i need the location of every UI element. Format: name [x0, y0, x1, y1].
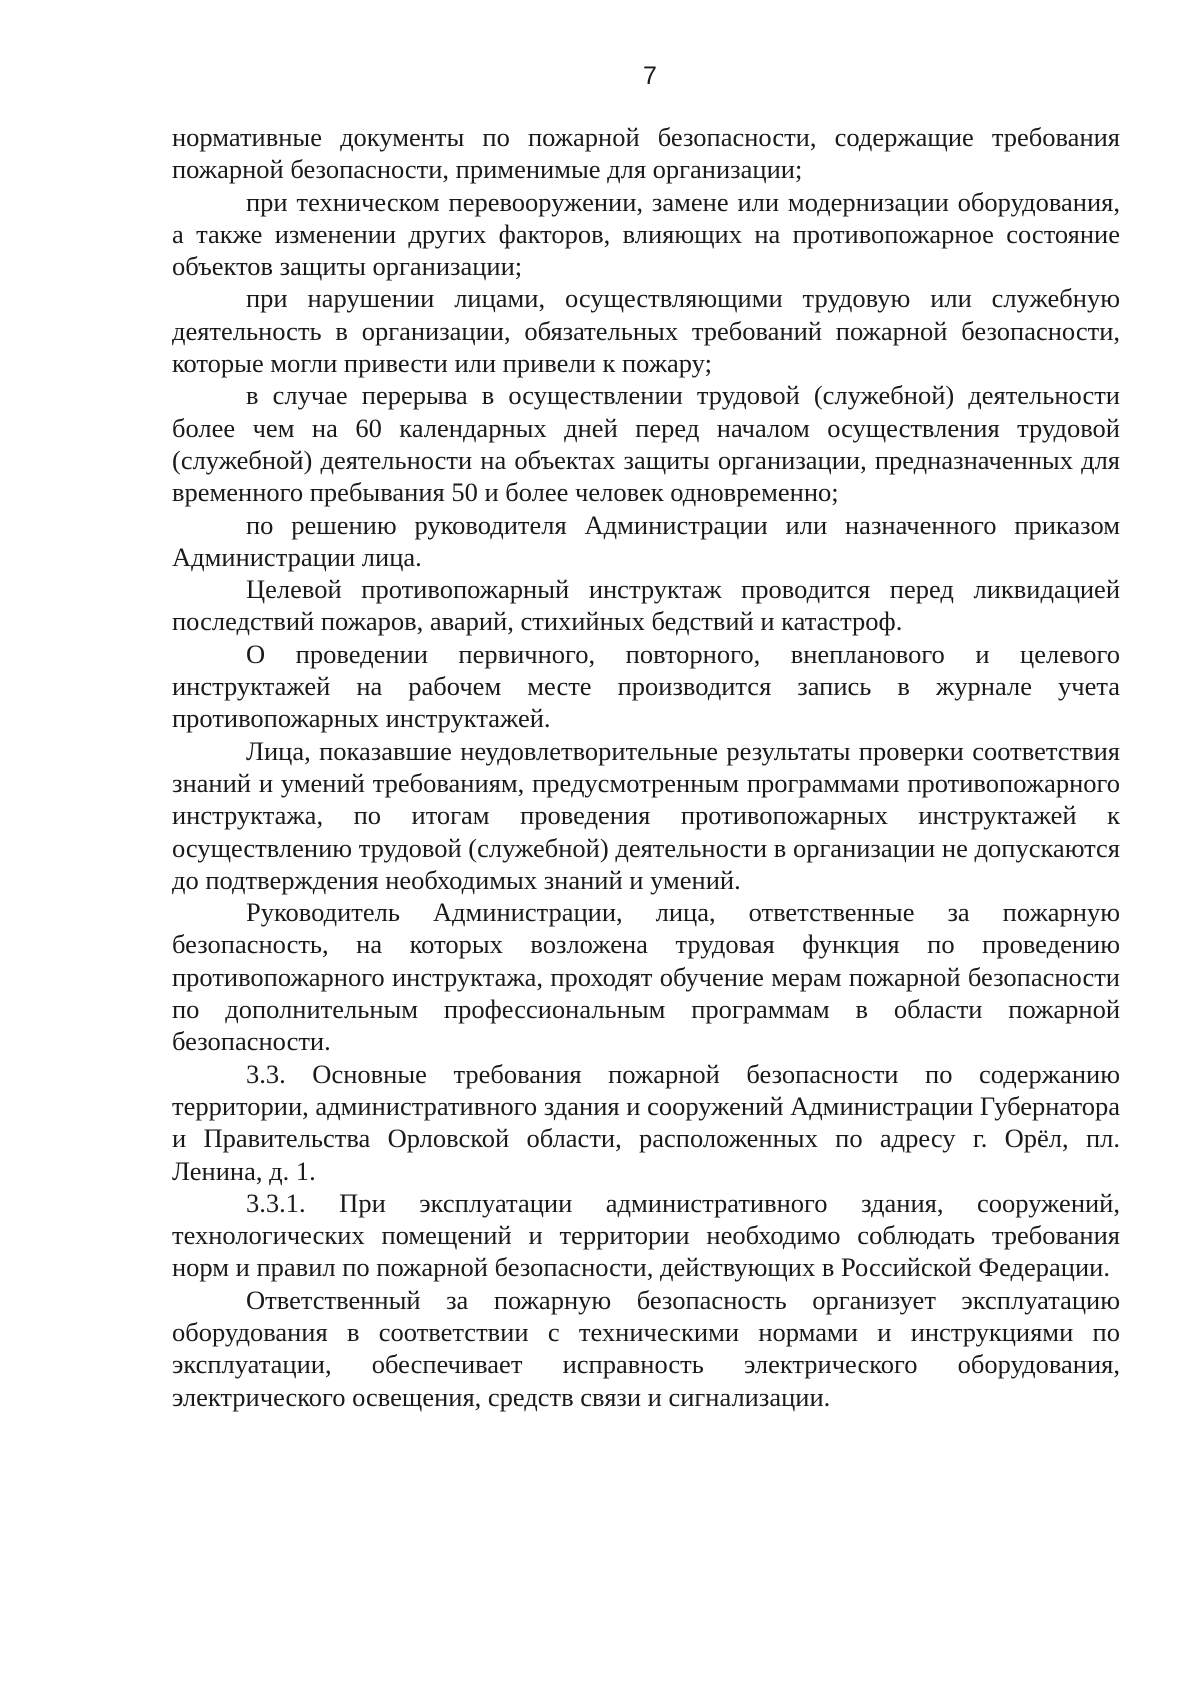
paragraph-section-3-3-1: 3.3.1. При эксплуатации административного здания, сооружений, технологических помещений и территории необходимо соблюдать требования норм и правил по пожарной безопасности, действующих в Российской Федерации.: [172, 1187, 1120, 1283]
paragraph-responsible-training: Руководитель Администрации, лица, ответственные за пожарную безопасность, на которых возложена трудовая функция по проведению противопожарного инструктажа, проходят обучение мерам пожарной безопасности по дополнительным профессиональным программам в области пожарной безопасности.: [172, 897, 1120, 1057]
paragraph-equipment-operation: Ответственный за пожарную безопасность организует эксплуатацию оборудования в соответствии с техническими нормами и инструкциями по эксплуатации, обеспечивает исправность электрического оборудования, электрического освещения, средств связи и сигнализации.: [172, 1284, 1120, 1412]
paragraph-unsatisfactory-results: Лица, показавшие неудовлетворительные результаты проверки соответствия знаний и умений требованиям, предусмотренным программами противопожарного инструктажа, по итогам проведения противопожарных инструктажей к осуществлению трудовой (служебной) деятельности в организации не допускаются до подтверждения необходимых знаний и умений.: [172, 735, 1120, 895]
document-body: [172, 121, 1120, 1413]
paragraph-targeted-briefing: Целевой противопожарный инструктаж проводится перед ликвидацией последствий пожаров, аварий, стихийных бедствий и катастроф.: [172, 574, 1120, 637]
paragraph-section-3-3: 3.3. Основные требования пожарной безопасности по содержанию территории, административного здания и сооружений Администрации Губернатора и Правительства Орловской области, расположенных по адресу г. Орёл, пл. Ленина, д. 1.: [172, 1058, 1120, 1186]
paragraph-technical-reequipment: при техническом перевооружении, замене или модернизации оборудования, а также изменении других факторов, влияющих на противопожарное состояние объектов защиты организации;: [172, 186, 1120, 282]
paragraph-violation-of-requirements: при нарушении лицами, осуществляющими трудовую или служебную деятельность в организации, обязательных требований пожарной безопасности, которые могли привести или привели к пожару;: [172, 283, 1120, 379]
paragraph-briefing-log: О проведении первичного, повторного, внепланового и целевого инструктажей на рабочем месте производится запись в журнале учета противопожарных инструктажей.: [172, 638, 1120, 734]
paragraph-regulatory-documents: нормативные документы по пожарной безопасности, содержащие требования пожарной безопасности, применимые для организации;: [172, 122, 1120, 185]
page-number: 7: [643, 62, 657, 90]
paragraph-head-decision: по решению руководителя Администрации или назначенного приказом Администрации лица.: [172, 509, 1120, 572]
paragraph-work-break: в случае перерыва в осуществлении трудовой (служебной) деятельности более чем на 60 календарных дней перед началом осуществления трудовой (служебной) деятельности на объектах защиты организации, предназначенных для временного пребывания 50 и более человек одновременно;: [172, 380, 1120, 508]
